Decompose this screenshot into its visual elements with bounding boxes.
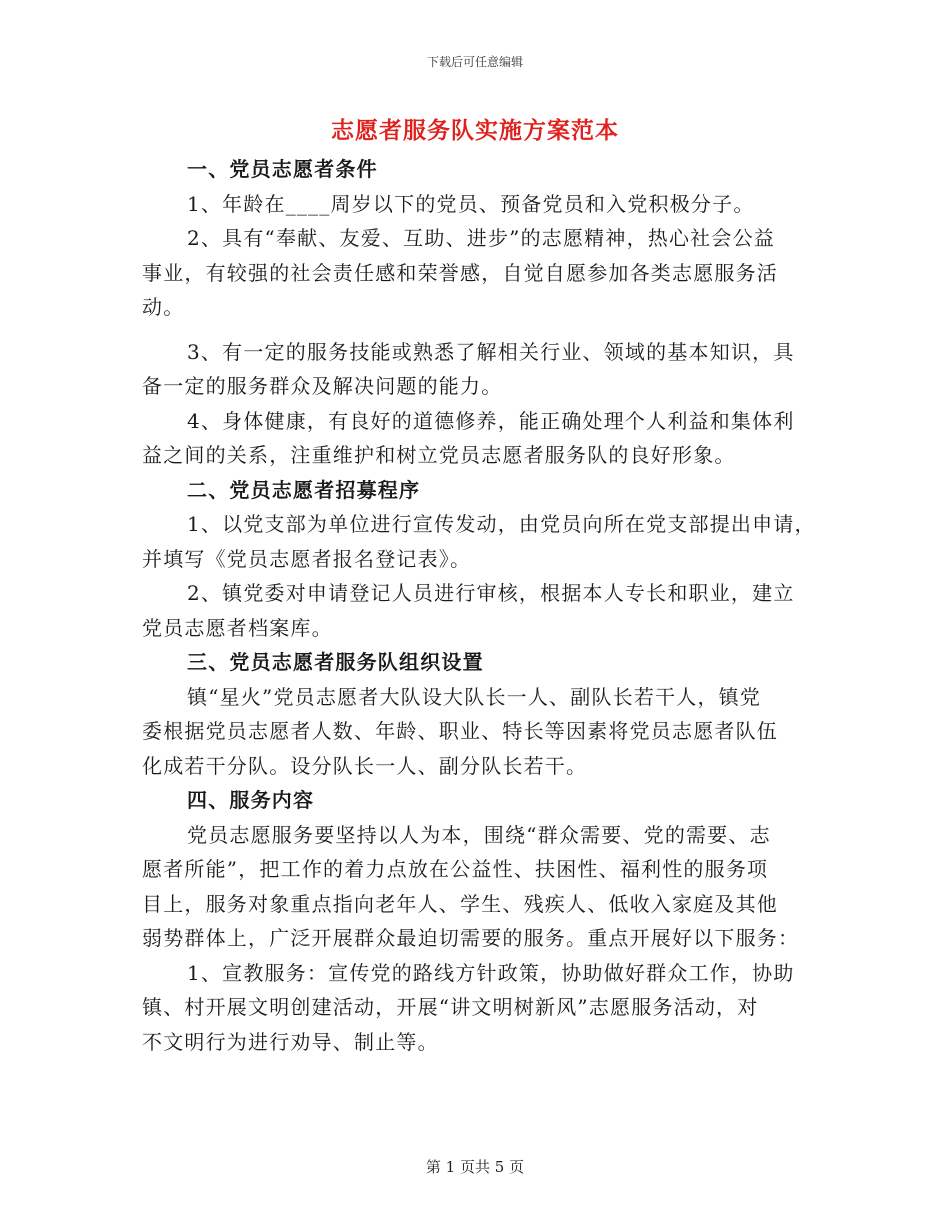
paragraph-line: 愿者所能”，把工作的着力点放在公益性、扶困性、福利性的服务项 [142, 857, 769, 881]
paragraph-line: 镇、村开展文明创建活动，开展“讲文明树新风”志愿服务活动，对 [142, 995, 759, 1019]
paragraph-line: 备一定的服务群众及解决问题的能力。 [142, 374, 503, 398]
page-footer: 第 1 页共 5 页 [425, 1158, 525, 1176]
paragraph-line: 1、宣教服务：宣传党的路线方针政策，协助做好群众工作，协助 [187, 960, 795, 985]
paragraph-line: 3、有一定的服务技能或熟悉了解相关行业、领域的基本知识，具 [187, 339, 795, 364]
section-heading-3: 三、党员志愿者服务队组织设置 [187, 650, 484, 674]
paragraph-line: 2、镇党委对申请登记人员进行审核，根据本人专长和职业，建立 [187, 581, 795, 605]
paragraph-line: 1、以党支部为单位进行宣传发动，由党员向所在党支部提出申请， [187, 512, 816, 536]
paragraph-line: 化成若干分队。设分队长一人、副分队长若干。 [142, 753, 588, 778]
paragraph-line: 4、身体健康，有良好的道德修养，能正确处理个人利益和集体利 [187, 408, 795, 433]
section-heading-2: 二、党员志愿者招募程序 [187, 477, 421, 502]
paragraph-line: 弱势群体上，广泛开展群众最迫切需要的服务。重点开展好以下服务： [142, 926, 800, 950]
document-body [142, 152, 816, 1059]
paragraph-line: 委根据党员志愿者人数、年龄、职业、特长等因素将党员志愿者队伍 [142, 719, 778, 743]
paragraph-line: 并填写《党员志愿者报名登记表》。 [142, 546, 472, 571]
paragraph-line: 1、年龄在____周岁以下的党员、预备党员和入党积极分子。 [187, 191, 755, 216]
paragraph-line: 镇“星火”党员志愿者大队设大队长一人、副队长若干人，镇党 [187, 684, 762, 709]
document-title: 志愿者服务队实施方案范本 [331, 117, 619, 144]
paragraph-line: 动。 [142, 295, 185, 319]
paragraph-line: 事业，有较强的社会责任感和荣誉感，自觉自愿参加各类志愿服务活 [142, 260, 778, 285]
paragraph-line: 益之间的关系，注重维护和树立党员志愿者服务队的良好形象。 [142, 443, 736, 467]
paragraph-line: 2、具有“奉献、友爱、互助、进步”的志愿精神，热心社会公益 [187, 226, 775, 250]
page-header: 下载后可任意编辑 [426, 55, 523, 69]
paragraph-line: 目上，服务对象重点指向老年人、学生、残疾人、低收入家庭及其他 [142, 891, 778, 916]
paragraph-line: 不文明行为进行劝导、制止等。 [142, 1029, 439, 1054]
paragraph-line: 党员志愿者档案库。 [142, 615, 333, 640]
section-heading-4: 四、服务内容 [187, 788, 315, 812]
paragraph-line: 党员志愿服务要坚持以人为本，围绕“群众需要、党的需要、志 [187, 822, 771, 847]
section-heading-1: 一、党员志愿者条件 [187, 157, 378, 181]
